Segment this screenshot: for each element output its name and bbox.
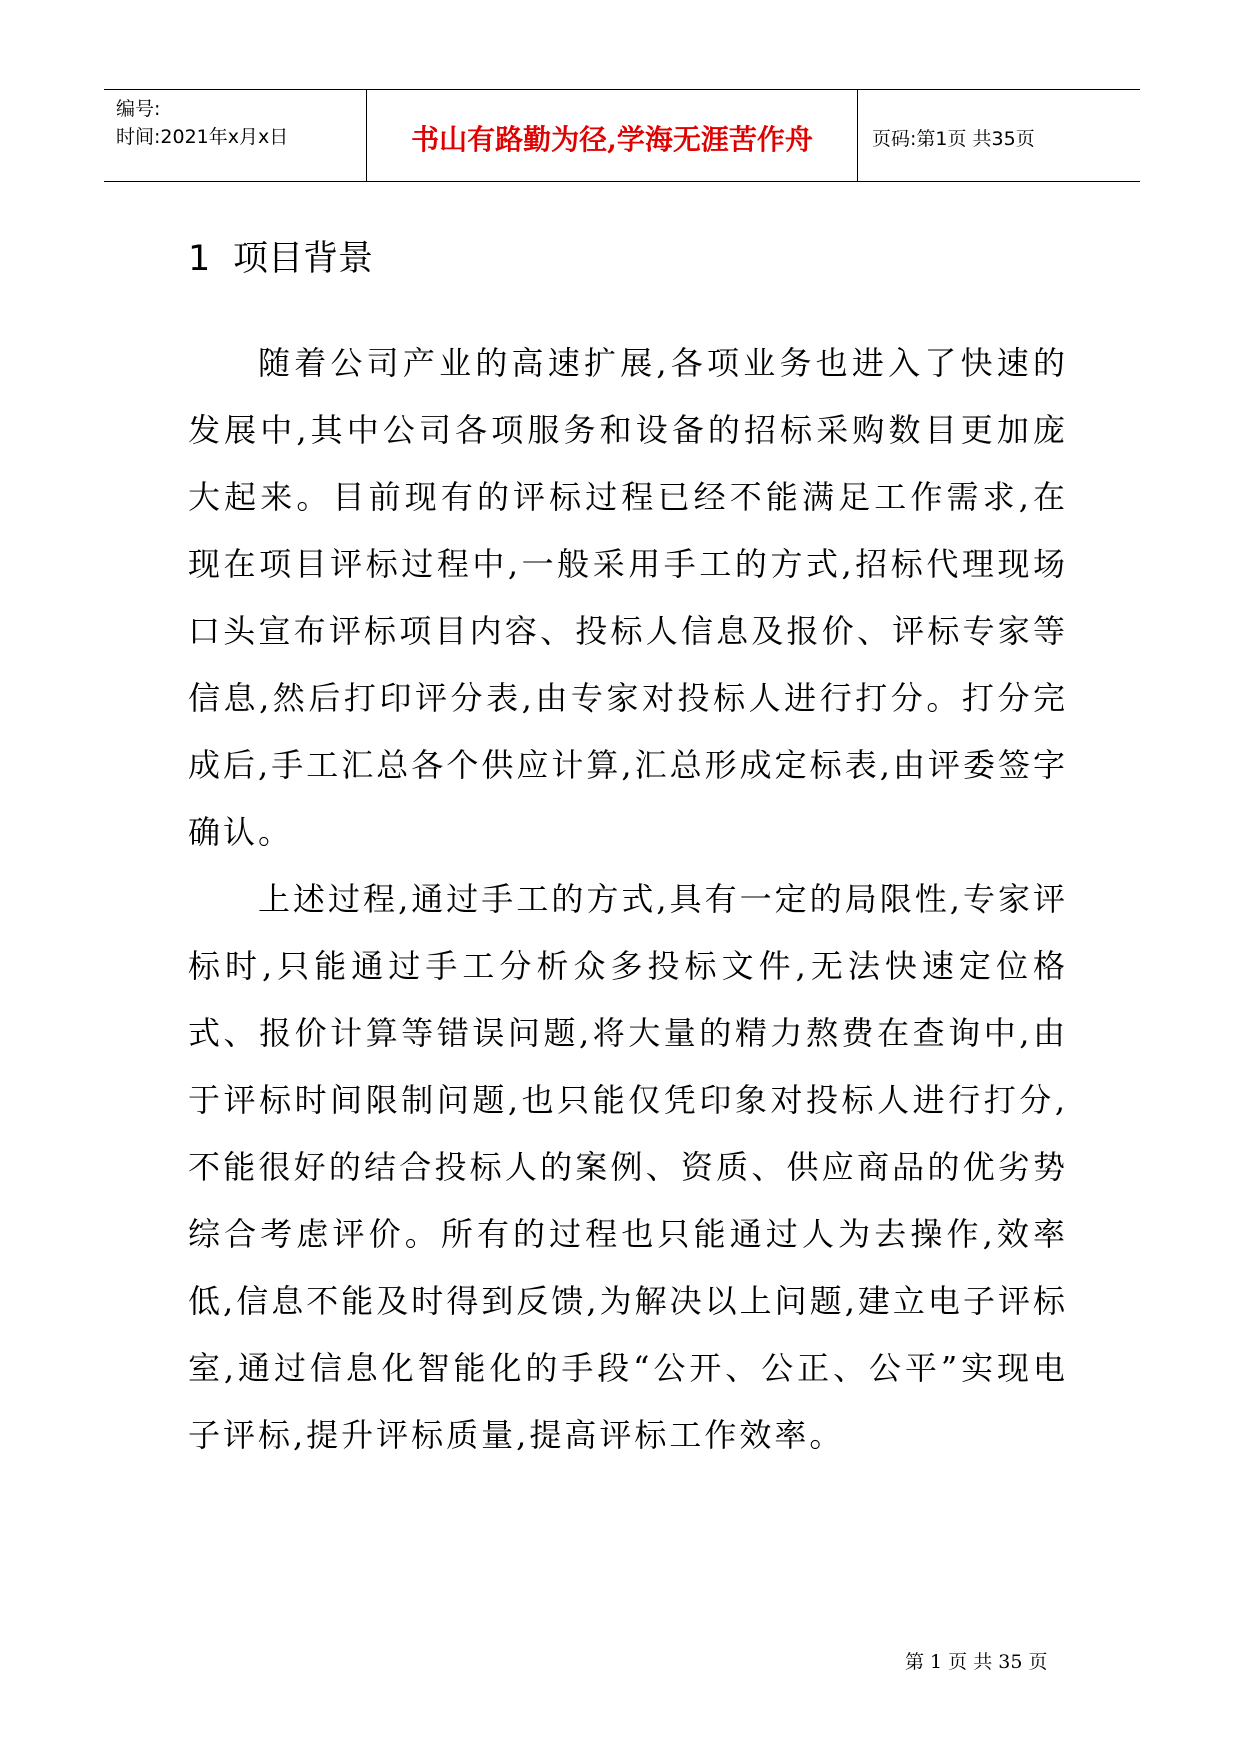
section-number: 1 [188,239,211,279]
header-meta [104,90,367,181]
doc-number-label: 编号: [116,98,161,120]
body-content [188,330,1068,1469]
header-motto: 书山有路勤为径,学海无涯苦作舟 [367,90,858,181]
section-heading [188,236,373,282]
page-footer: 第 1 页 共 35 页 [905,1651,1048,1673]
page-header [104,89,1140,182]
time-label: 时间:2021年x月x日 [116,126,289,148]
header-page-code: 页码:第1页 共35页 [872,128,1035,150]
paragraph-1: 随着公司产业的高速扩展,各项业务也进入了快速的发展中,其中公司各项服务和设备的招标采购数目更加庞大起来。目前现有的评标过程已经不能满足工作需求,在现在项目评标过程中,一般采用手工的方式,招标代理现场口头宣布评标项目内容、投标人信息及报价、评标专家等信息,然后打印评分表,由专家对投标人进行打分。打分完成后,手工汇总各个供应计算,汇总形成定标表,由评委签字确认。 [188,344,1068,851]
paragraph-2: 上述过程,通过手工的方式,具有一定的局限性,专家评标时,只能通过手工分析众多投标文件,无法快速定位格式、报价计算等错误问题,将大量的精力熬费在查询中,由于评标时间限制问题,也只能仅凭印象对投标人进行打分,不能很好的结合投标人的案例、资质、供应商品的优劣势综合考虑评价。所有的过程也只能通过人为去操作,效率低,信息不能及时得到反馈,为解决以上问题,建立电子评标室,通过信息化智能化的手段“公开、公正、公平”实现电子评标,提升评标质量,提高评标工作效率。 [188,880,1068,1454]
section-title: 项目背景 [233,239,374,279]
